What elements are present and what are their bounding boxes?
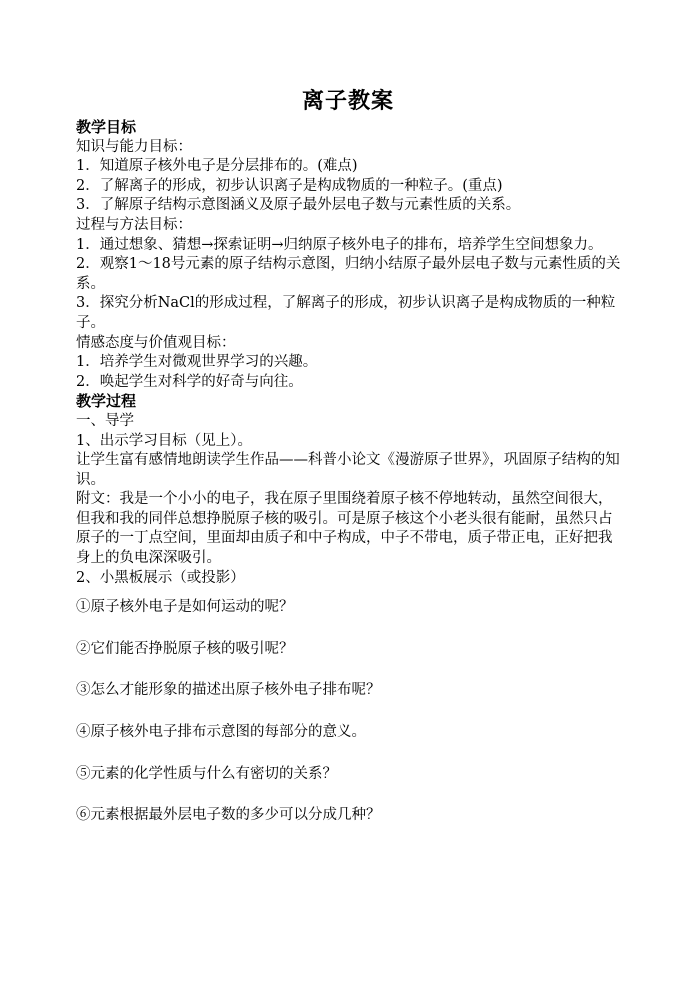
process-item: 3．探究分析NaCl的形成过程，了解离子的形成，初步认识离子是构成物质的一种粒子。 bbox=[76, 295, 616, 331]
knowledge-item: 1．知道原子核外电子是分层排布的。(难点) bbox=[76, 158, 358, 175]
section-guide: 一、导学 bbox=[76, 412, 134, 429]
process-heading: 过程与方法目标： bbox=[76, 216, 192, 233]
question-item: ⑤元素的化学性质与什么有密切的关系？ bbox=[76, 765, 337, 782]
question-item: ④原子核外电子排布示意图的每部分的意义。 bbox=[76, 724, 366, 741]
question-item: ⑥元素根据最外层电子数的多少可以分成几种？ bbox=[76, 807, 381, 824]
emotion-heading: 情感态度与价值观目标： bbox=[76, 334, 236, 351]
emotion-item: 2．唤起学生对科学的好奇与向往。 bbox=[76, 373, 303, 390]
process-item: 2．观察1～18号元素的原子结构示意图，归纳小结原子最外层电子数与元素性质的关系。 bbox=[76, 256, 621, 292]
process-item: 1．通过想象、猜想→探索证明→归纳原子核外电子的排布，培养学生空间想象力。 bbox=[76, 236, 603, 253]
question-item: ②它们能否挣脱原子核的吸引呢？ bbox=[76, 640, 294, 657]
knowledge-heading: 知识与能力目标： bbox=[76, 138, 192, 155]
process2-heading: 教学过程 bbox=[76, 392, 137, 411]
appendix-paragraph: 附文：我是一个小小的电子，我在原子里围绕着原子核不停地转动，虽然空间很大，但我和我的同伴总想挣脱原子核的吸引。可是原子核这个小老头很有能耐，虽然只占原子的一丁点空间，里面却由质子和中子构成，中子不带电，质子带正电，正好把我身上的负电深深吸引。 bbox=[76, 491, 613, 567]
document-title: 离子教案 bbox=[301, 88, 394, 114]
knowledge-item: 3．了解原子结构示意图涵义及原子最外层电子数与元素性质的关系。 bbox=[76, 197, 521, 214]
question-item: ①原子核外电子是如何运动的呢？ bbox=[76, 599, 294, 616]
question-item: ③怎么才能形象的描述出原子核外电子排布呢？ bbox=[76, 682, 381, 699]
goals-heading: 教学目标 bbox=[76, 118, 137, 136]
knowledge-item: 2．了解离子的形成，初步认识离子是构成物质的一种粒子。(重点) bbox=[76, 177, 503, 194]
document-body bbox=[76, 118, 624, 826]
step-two: 2、小黑板展示（或投影） bbox=[76, 569, 245, 586]
step-one: 1、出示学习目标（见上）。 bbox=[76, 432, 252, 449]
emotion-item: 1．培养学生对微观世界学习的兴趣。 bbox=[76, 354, 318, 371]
reading-paragraph: 让学生富有感情地朗读学生作品——科普小论文《漫游原子世界》，巩固原子结构的知识。 bbox=[76, 452, 620, 488]
